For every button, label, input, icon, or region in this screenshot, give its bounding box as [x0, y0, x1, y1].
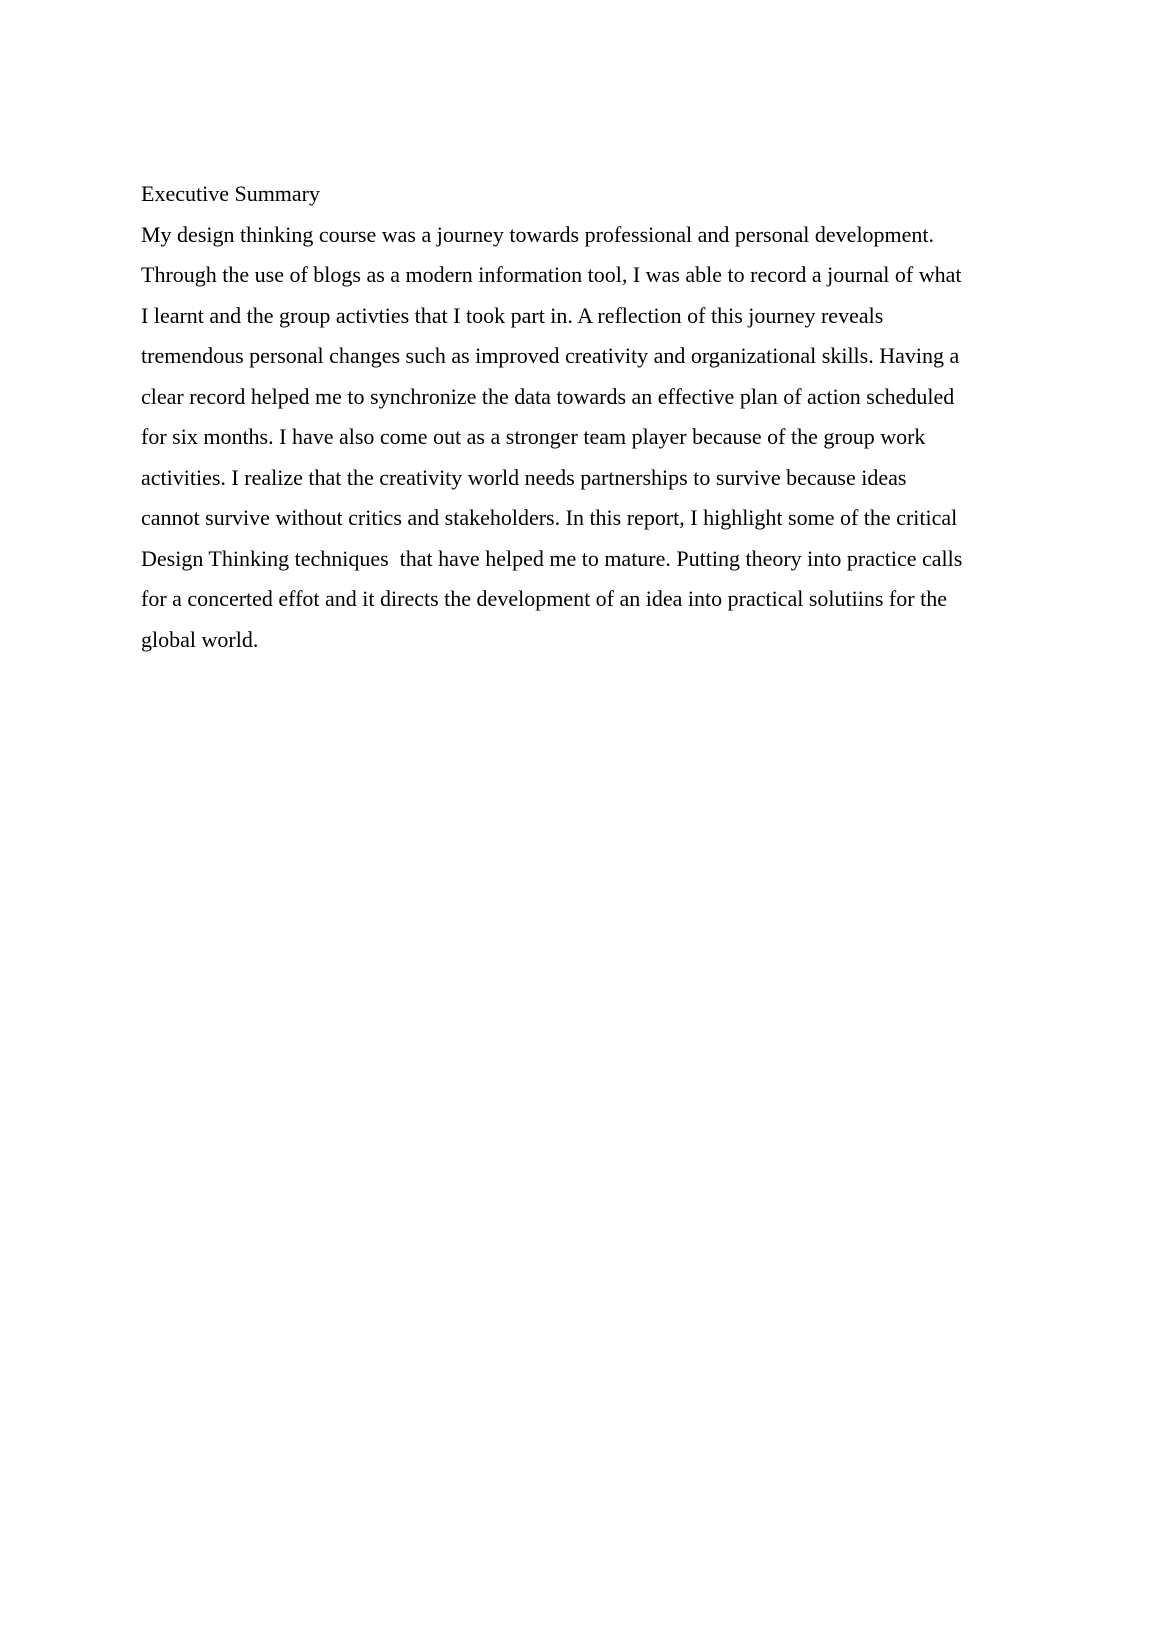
paragraph-line: Through the use of blogs as a modern information tool, I was able to record a journal of what: [141, 262, 962, 287]
paragraph-line: Design Thinking techniques that have helped me to mature. Putting theory into practice calls: [141, 545, 963, 571]
paragraph-line: cannot survive without critics and stakeholders. In this report, I highlight some of the critical: [141, 505, 958, 530]
paragraph-line: I learnt and the group activties that I took part in. A reflection of this journey reveals: [141, 302, 884, 328]
paragraph-line: My design thinking course was a journey towards professional and personal development.: [141, 221, 935, 247]
section-heading: Executive Summary: [141, 181, 321, 206]
paragraph-line: clear record helped me to synchronize the data towards an effective plan of action scheduled: [141, 383, 955, 409]
document-body: [141, 174, 1041, 660]
paragraph-line: activities. I realize that the creativity world needs partnerships to survive because ideas: [141, 464, 907, 490]
paragraph-line: for six months. I have also come out as a stronger team player because of the group work: [141, 424, 926, 449]
summary-paragraph: [141, 215, 1041, 661]
paragraph-line: tremendous personal changes such as improved creativity and organizational skills. Having a: [141, 343, 960, 368]
paragraph-line: for a concerted effot and it directs the development of an idea into practical solutiins for the: [141, 586, 947, 611]
paragraph-line: global world.: [141, 626, 259, 652]
